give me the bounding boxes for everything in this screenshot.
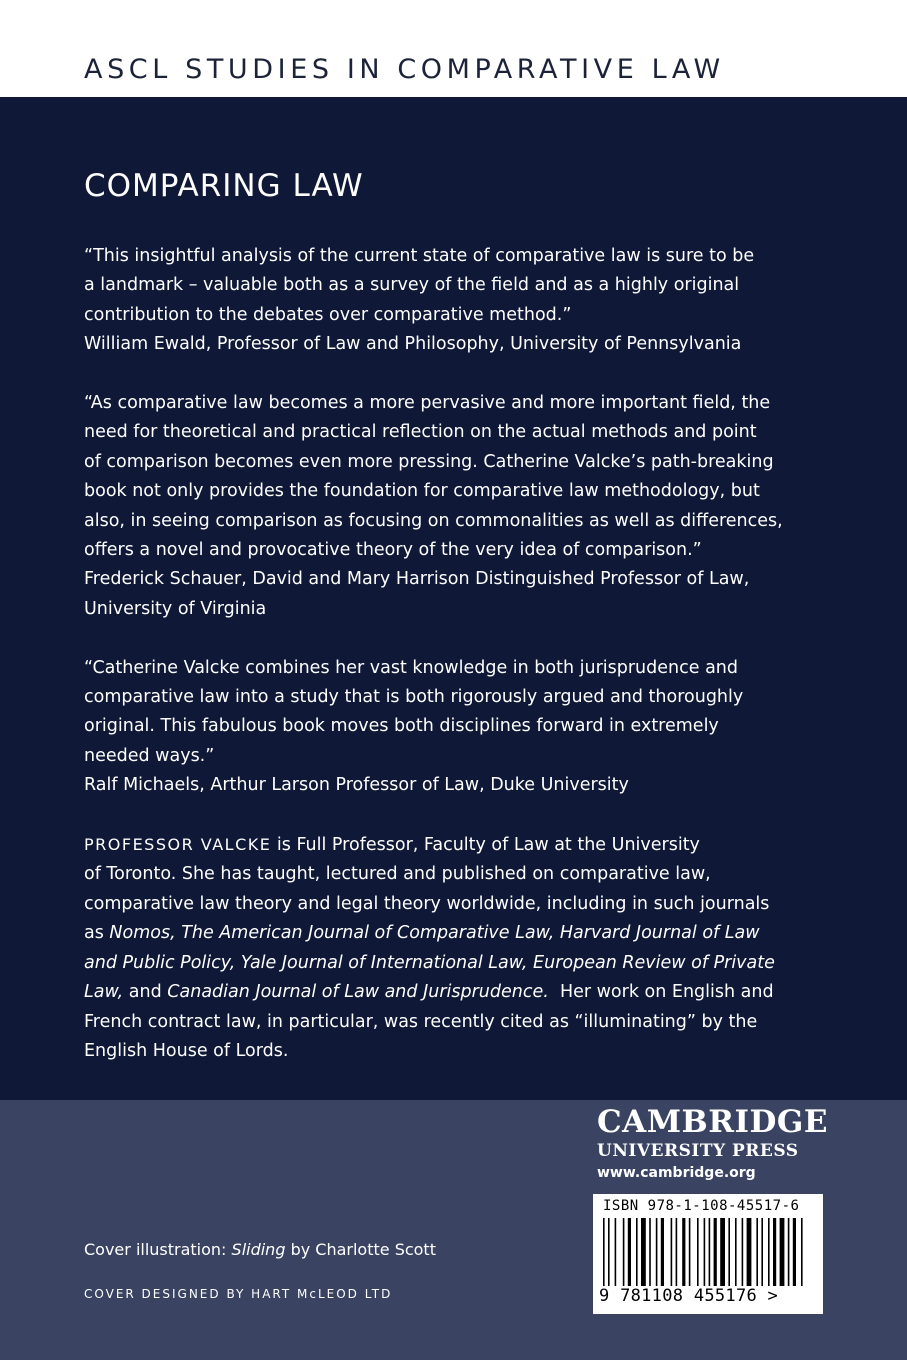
- review-quote-line: a landmark – valuable both as a survey of the field and as a highly original: [84, 275, 740, 296]
- review-quote-line: need for theoretical and practical reflection on the actual methods and point: [84, 422, 757, 443]
- bio-line: [84, 830, 824, 860]
- credit-suffix: by Charlotte Scott: [285, 1240, 436, 1259]
- series-band: [0, 0, 907, 97]
- review-quote-line: “Catherine Valcke combines her vast knowledge in both jurisprudence and: [84, 657, 738, 678]
- barcode-bar: [697, 1218, 699, 1286]
- bio-line: French contract law, in particular, was recently cited as “illuminating” by the: [84, 1011, 758, 1032]
- barcode-bar: [735, 1218, 737, 1286]
- publisher-url: www.cambridge.org: [597, 1165, 756, 1181]
- bio-line: English House of Lords.: [84, 1040, 289, 1061]
- review-quote-line: “As comparative law becomes a more pervasive and more important field, the: [84, 393, 771, 414]
- barcode-bar: [780, 1218, 785, 1286]
- journal-list: Law,: [84, 982, 124, 1003]
- back-cover-text: [84, 168, 824, 1096]
- review-1: [84, 242, 824, 360]
- review-attribution: William Ewald, Professor of Law and Philosophy, University of Pennsylvania: [84, 334, 742, 355]
- journal-list: Canadian Journal of Law and Jurisprudence.: [167, 982, 549, 1003]
- author-name: PROFESSOR VALCKE: [84, 835, 272, 855]
- barcode-bar: [801, 1218, 803, 1286]
- barcode-bar: [793, 1218, 796, 1286]
- barcode-bar: [649, 1218, 651, 1286]
- publisher-name: CAMBRIDGE: [597, 1104, 828, 1140]
- barcode-bar: [788, 1218, 790, 1286]
- cover-illustration-credit: [84, 1240, 436, 1259]
- review-quote-line: offers a novel and provocative theory of the very idea of comparison.”: [84, 540, 702, 561]
- bio-text: as: [84, 923, 110, 944]
- barcode-bar: [603, 1218, 605, 1286]
- barcode-bar: [728, 1218, 730, 1286]
- review-quote-line: “This insightful analysis of the current state of comparative law is sure to be: [84, 246, 755, 266]
- series-title: ASCL STUDIES IN COMPARATIVE LAW: [84, 54, 725, 85]
- barcode-bar: [742, 1218, 744, 1286]
- barcode-bar: [761, 1218, 763, 1286]
- review-3: [84, 654, 824, 801]
- bio-line: [84, 978, 824, 1007]
- author-bio: [84, 830, 824, 1066]
- review-quote-line: needed ways.”: [84, 745, 215, 766]
- barcode-bar: [623, 1218, 625, 1286]
- bio-line: comparative law theory and legal theory worldwide, including in such journals: [84, 893, 770, 914]
- review-quote-line: also, in seeing comparison as focusing on commonalities as well as differences,: [84, 510, 783, 531]
- barcode-bar: [709, 1218, 711, 1286]
- credit-prefix: Cover illustration:: [84, 1240, 232, 1259]
- review-attribution: Ralf Michaels, Arthur Larson Professor of Law, Duke University: [84, 775, 629, 796]
- journal-list: and Public Policy, Yale Journal of International Law, European Review of Private: [84, 952, 775, 973]
- barcode-digits: 9 781108 455176 >: [599, 1286, 779, 1306]
- barcode-bar: [720, 1218, 725, 1286]
- barcode-bar: [773, 1218, 776, 1286]
- barcode-bar: [636, 1218, 638, 1286]
- review-quote-line: of comparison becomes even more pressing. Catherine Valcke’s path-breaking: [84, 451, 774, 472]
- review-quote-line: comparative law into a study that is both rigorously argued and thoroughly: [84, 687, 744, 708]
- book-title: COMPARING LAW: [84, 168, 364, 204]
- review-quote-line: original. This fabulous book moves both disciplines forward in extremely: [84, 716, 719, 737]
- publisher-logo: [597, 1104, 837, 1184]
- review-attribution: Frederick Schauer, David and Mary Harrison Distinguished Professor of Law,: [84, 569, 750, 590]
- bio-line: [84, 919, 824, 948]
- barcode-bars-icon: [603, 1218, 813, 1286]
- bio-text: is Full Professor, Faculty of Law at the University: [271, 835, 700, 856]
- barcode-bar: [704, 1218, 706, 1286]
- bio-text: and: [123, 982, 168, 1003]
- review-quote-line: book not only provides the foundation for comparative law methodology, but: [84, 481, 760, 502]
- isbn-barcode: [593, 1194, 823, 1314]
- journal-list: Nomos, The American Journal of Comparative Law, Harvard Journal of Law: [109, 923, 760, 944]
- barcode-bar: [682, 1218, 685, 1286]
- barcode-bar: [628, 1218, 631, 1286]
- barcode-bar: [656, 1218, 658, 1286]
- barcode-bar: [768, 1218, 770, 1286]
- barcode-bar: [661, 1218, 664, 1286]
- bio-line: [84, 949, 824, 978]
- barcode-bar: [676, 1218, 678, 1286]
- barcode-bar: [608, 1218, 610, 1286]
- review-attribution: University of Virginia: [84, 598, 267, 619]
- review-quote-line: contribution to the debates over comparative method.”: [84, 304, 572, 325]
- barcode-bar: [641, 1218, 646, 1286]
- bio-line: of Toronto. She has taught, lectured and published on comparative law,: [84, 864, 711, 885]
- barcode-bar: [714, 1218, 717, 1286]
- barcode-bar: [747, 1218, 752, 1286]
- publisher-press: UNIVERSITY PRESS: [597, 1141, 799, 1161]
- barcode-bar: [756, 1218, 758, 1286]
- review-2: [84, 389, 824, 624]
- barcode-bar: [689, 1218, 691, 1286]
- cover-designer-credit: COVER DESIGNED BY HART McLEOD LTD: [84, 1287, 393, 1301]
- barcode-bar: [671, 1218, 673, 1286]
- isbn-label: ISBN 978-1-108-45517-6: [603, 1198, 800, 1214]
- credit-work: Sliding: [231, 1240, 286, 1259]
- barcode-bar: [615, 1218, 617, 1286]
- bio-text: Her work on English and: [548, 982, 774, 1003]
